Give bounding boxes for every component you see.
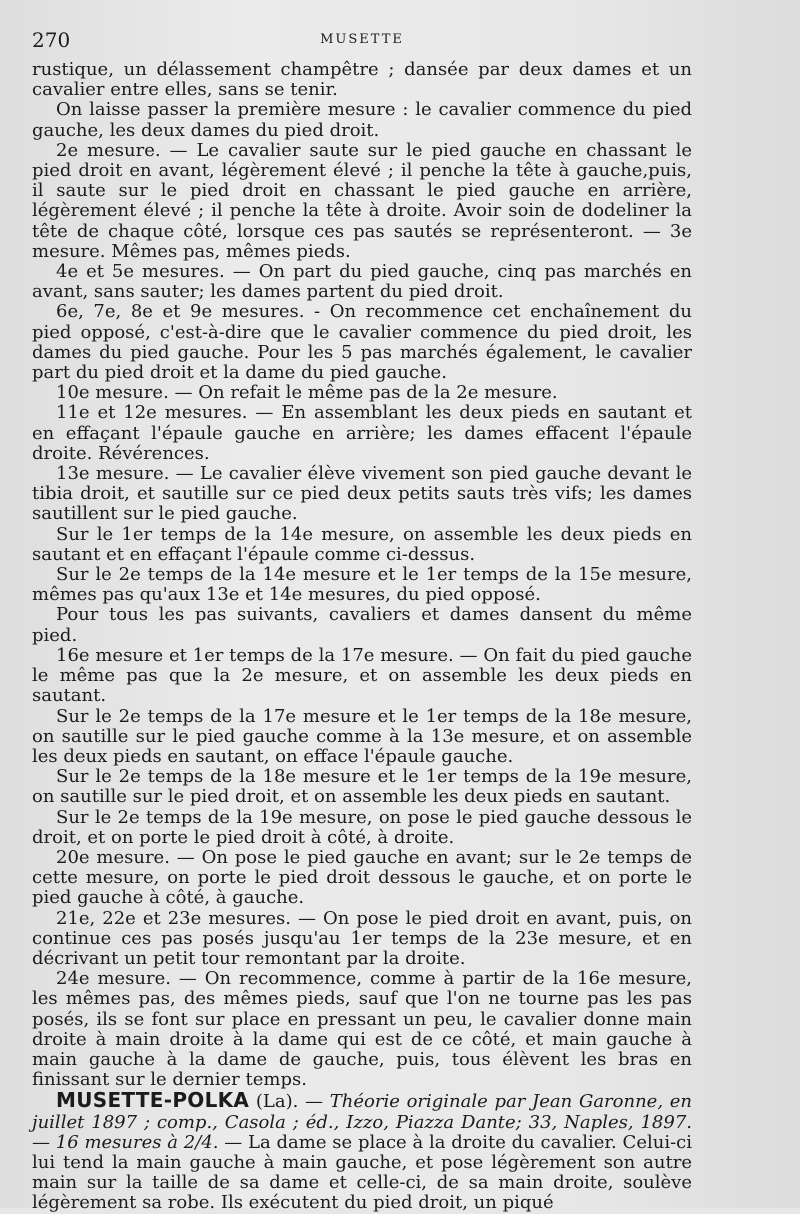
paragraph: 2e mesure. — Le cavalier saute sur le pied gauche en chassant le pied droit en avant, légèrement élevé ; il penche la tête à gauche,puis, il saute sur le pied droit en chassant le pied gauche en arrière, légèrement élevé ; il penche la tête à droite. Avoir soin de dodeliner la tête de chaque côté, lorsque ces pas sautés se représenteront. — 3e mesure. Mêmes pas, mêmes pieds. (32, 139, 692, 262)
paragraph: Pour tous les pas suivants, cavaliers et dames dansent du même pied. (32, 604, 692, 646)
paragraph: Sur le 1er temps de la 14e mesure, on assemble les deux pieds en sautant et en effaçant l'épaule comme ci-dessus. (32, 523, 692, 565)
entry-headword: MUSETTE-POLKA (56, 1088, 250, 1113)
paragraph: 4e et 5e mesures. — On part du pied gauche, cinq pas marchés en avant, sans sauter; les dames partent du pied droit. (32, 261, 692, 303)
paragraph: Sur le 2e temps de la 19e mesure, on pose le pied gauche dessous le droit, et on porte le pied droit à côté, à droite. (32, 806, 692, 848)
entry-article: (La). — (249, 1091, 330, 1113)
body-text (32, 60, 692, 1214)
paragraph: 11e et 12e mesures. — En assemblant les deux pieds en sautant et en effaçant l'épaule gauche en arrière; les dames effacent l'épaule droite. Révérences. (32, 402, 692, 464)
paragraph: 10e mesure. — On refait le même pas de la 2e mesure. (56, 382, 558, 404)
paragraph: 16e mesure et 1er temps de la 17e mesure. — On fait du pied gauche le même pas que la 2e mesure, et on assemble les deux pieds en sautant. (32, 644, 692, 707)
paragraph: 20e mesure. — On pose le pied gauche en avant; sur le 2e temps de cette mesure, on porte le pied droit dessous le gauche, et on porte le pied gauche à côté, à gauche. (32, 846, 692, 909)
entry-body: — La dame se place à la droite du cavalier. Celui-ci lui tend la main gauche à main gauche, et pose légèrement son autre main sur la taille de sa dame et celle-ci, de sa main droite, soulève légèrement sa robe. Ils exécutent du pied droit, un piqué (32, 1131, 692, 1214)
paragraph: 21e, 22e et 23e mesures. — On pose le pied droit en avant, puis, on continue ces pas posés jusqu'au 1er temps de la 23e mesure, et en décrivant un petit tour remontant par la droite. (32, 907, 692, 969)
paragraph: rustique, un délassement champêtre ; dansée par deux dames et un cavalier entre elles, sans se tenir. (32, 59, 692, 101)
running-title: MUSETTE (320, 32, 404, 47)
paragraph: Sur le 2e temps de la 14e mesure et le 1er temps de la 15e mesure, mêmes pas qu'aux 13e et 14e mesures, du pied opposé. (32, 564, 692, 606)
page-number: 270 (32, 28, 71, 52)
paragraph: 24e mesure. — On recommence, comme à partir de la 16e mesure, les mêmes pas, des mêmes pieds, sauf que l'on ne tourne pas les pas posés, ils se font sur place en pressant un peu, le cavalier donne main droite à main droite à la dame qui est de ce côté, et main gauche à main gauche à la dame de gauche, puis, tous élèvent les bras en finissant sur le dernier temps. (32, 968, 692, 1091)
entry-italic-source: Théorie originale par Jean Garonne, en juillet 1897 ; comp., Casola ; éd., Izzo, Piazza Dante; 33, Naples, 1897. — 16 mesures à 2/4. (32, 1091, 692, 1153)
paragraph: Sur le 2e temps de la 17e mesure et le 1er temps de la 18e mesure, on sautille sur le pied gauche comme à la 13e mesure, et on assemble les deux pieds en sautant, on efface l'épaule gauche. (32, 705, 692, 767)
paragraph: On laisse passer la première mesure : le cavalier commence du pied gauche, les deux dames du pied droit. (32, 99, 692, 141)
paragraph: 6e, 7e, 8e et 9e mesures. - On recommence cet enchaînement du pied opposé, c'est-à-dire que le cavalier commence du pied droit, les dames du pied gauche. Pour les 5 pas marchés également, le cavalier part du pied droit et la dame du pied gauche. (32, 301, 692, 384)
paragraph: 13e mesure. — Le cavalier élève vivement son pied gauche devant le tibia droit, et sautille sur ce pied deux petits sauts très vifs; les dames sautillent sur le pied gauche. (32, 463, 692, 525)
dictionary-entry (32, 1090, 692, 1213)
paragraph: Sur le 2e temps de la 18e mesure et le 1er temps de la 19e mesure, on sautille sur le pied droit, et on assemble les deux pieds en sautant. (32, 766, 692, 808)
running-head (32, 28, 692, 52)
